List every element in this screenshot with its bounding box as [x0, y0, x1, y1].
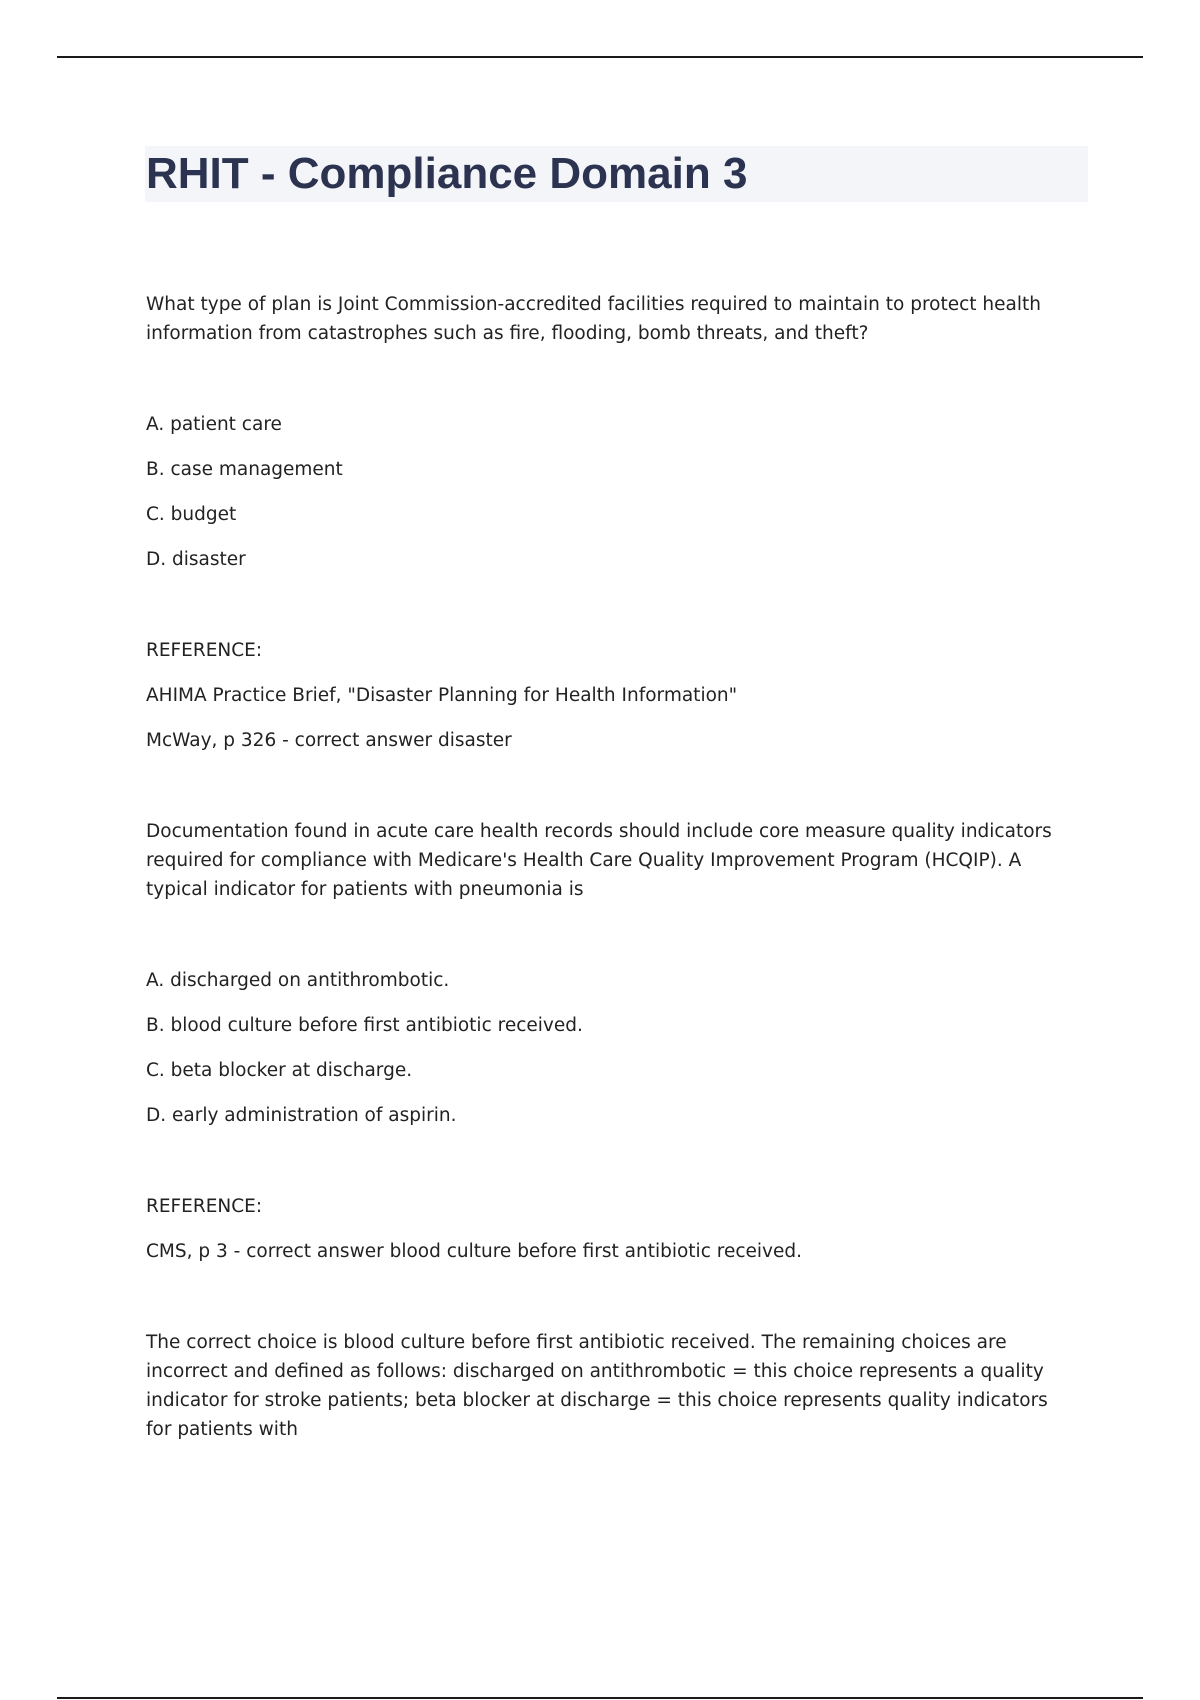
question-2-answer-line: CMS, p 3 - correct answer blood culture before first antibiotic received. [146, 1241, 802, 1262]
question-2-option-c: C. beta blocker at discharge. [146, 1060, 413, 1081]
question-1-text: What type of plan is Joint Commission-accredited facilities required to maintain to protect health information from catastrophes such as fire, flooding, bomb threats, and theft? [146, 294, 1041, 344]
question-2-option-a: A. discharged on antithrombotic. [146, 970, 450, 991]
question-2-reference-label: REFERENCE: [146, 1196, 263, 1217]
footer-rule [57, 1697, 1143, 1699]
question-2-explanation: The correct choice is blood culture before first antibiotic received. The remaining choices are incorrect and defined as follows: discharged on antithrombotic = this choice represents a quality indicator for stroke patients; beta blocker at discharge = this choice represents quality indicators for patients with [146, 1332, 1048, 1440]
question-1-option-d: D. disaster [146, 549, 246, 570]
question-2-option-d: D. early administration of aspirin. [146, 1105, 457, 1126]
question-1-option-b: B. case management [146, 459, 343, 480]
question-1-option-c: C. budget [146, 504, 237, 525]
page-title: RHIT - Compliance Domain 3 [146, 149, 748, 198]
question-1-reference-line: AHIMA Practice Brief, "Disaster Planning for Health Information" [146, 685, 738, 706]
question-2-text: Documentation found in acute care health records should include core measure quality indicators required for compliance with Medicare's Health Care Quality Improvement Program (HCQIP). A typical indicator for patients with pneumonia is [146, 821, 1052, 900]
question-1-option-a: A. patient care [146, 414, 282, 435]
question-2-option-b: B. blood culture before first antibiotic received. [146, 1015, 583, 1036]
question-1-reference-label: REFERENCE: [146, 640, 263, 661]
header-rule [57, 56, 1143, 58]
document-body [146, 290, 1076, 1444]
question-1-answer-line: McWay, p 326 - correct answer disaster [146, 730, 512, 751]
